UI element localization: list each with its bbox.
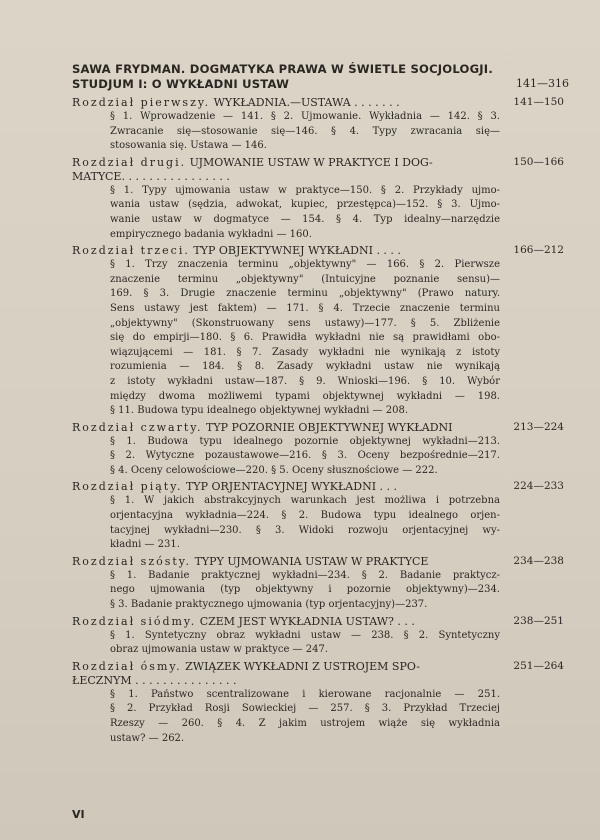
section-line: Rzeszy — 260. § 4. Z jakim ustrojem wiąże się wykładnia	[110, 718, 500, 729]
section-line: się do empirji—180. § 6. Prawidła wykładni nie są prawidłami obo-	[110, 332, 500, 344]
chapter-page-range: 251—264	[513, 659, 564, 672]
section-line: wanie ustaw w dogmatyce — 154. § 4. Typ idealny—narzędzie	[110, 213, 500, 225]
chapter-sections	[110, 629, 500, 658]
section-line: Zwracanie się—stosowanie się—146. § 4. Typy zwracania się—	[110, 125, 500, 137]
section-line: obraz ujmowania ustaw w praktyce — 247.	[110, 644, 328, 656]
section-line: § 1. Typy ujmowania ustaw w praktyce—150. § 2. Przykłady ujmo-	[110, 184, 500, 196]
header-line-2: STUDJUM I: O WYKŁADNI USTAW	[72, 77, 290, 91]
toc-chapter	[72, 244, 572, 419]
toc-chapter	[72, 421, 572, 479]
chapter-title-line: ZWIĄZEK WYKŁADNI Z USTROJEM SPO-	[185, 659, 420, 673]
section-line: między dwoma możliwemi typami objektywnej wykładni — 198.	[110, 390, 500, 402]
section-line: stosowania się. Ustawa — 146.	[110, 140, 267, 152]
section-line: § 1. Wprowadzenie — 141. § 2. Ujmowanie. Wykładnia — 142. § 3.	[110, 111, 500, 122]
section-line: § 11. Budowa typu idealnego objektywnej wykładni — 208.	[110, 405, 408, 417]
section-line: § 2. Przykład Rosji Sowieckiej — 257. § 3. Przykład Trzeciej	[110, 703, 500, 715]
section-line: wiązującemi — 181. § 7. Zasady wykładni nie wynikają z istoty	[110, 346, 500, 358]
chapter-title-line: TYPY UJMOWANIA USTAW W PRAKTYCE	[194, 554, 429, 568]
header-page-range: 141—316	[516, 77, 569, 90]
chapter-page-range: 224—233	[513, 480, 564, 493]
section-line: ustaw? — 262.	[110, 732, 185, 744]
section-line: § 1. Trzy znaczenia terminu „objektywny" — 166. § 2. Pierwsze	[110, 259, 500, 271]
toc-chapter	[72, 156, 572, 242]
chapter-sections	[110, 569, 500, 613]
chapter-label: Rozdział trzeci.	[72, 244, 190, 258]
section-line: tacyjnej wykładni—230. § 3. Widoki rozwoju orjentacyjnej wy-	[110, 524, 500, 536]
chapter-label: Rozdział siódmy.	[72, 614, 197, 628]
section-line: empirycznego badania wykładni — 160.	[110, 228, 312, 240]
chapter-page-range: 234—238	[513, 554, 564, 567]
chapter-title-line: WYKŁADNIA.—USTAWA . . . . . . .	[213, 96, 400, 109]
section-line: § 1. Badanie praktycznej wykładni—234. § 2. Badanie praktycz-	[110, 569, 500, 581]
chapter-title	[72, 555, 492, 569]
toc-chapter	[72, 615, 572, 658]
toc-chapter	[72, 480, 572, 552]
section-line: § 3. Badanie praktycznego ujmowania (typ orjentacyjny)—237.	[110, 599, 428, 611]
chapter-label: Rozdział czwarty.	[72, 420, 203, 434]
chapter-sections	[110, 184, 500, 242]
chapter-title-line: ŁECZNYM . . . . . . . . . . . . . . .	[72, 673, 237, 687]
toc-chapter	[72, 96, 572, 154]
chapter-title-line: UJMOWANIE USTAW W PRAKTYCE I DOG-	[189, 155, 433, 169]
chapter-sections	[110, 110, 500, 154]
table-of-contents	[72, 96, 572, 748]
section-line: § 2. Wytyczne pozaustawowe—216. § 3. Oceny bezpośrednie—217.	[110, 450, 500, 462]
chapter-page-range: 238—251	[513, 614, 564, 627]
chapter-sections	[110, 688, 500, 746]
chapter-sections	[110, 258, 500, 419]
section-line: nego ujmowania (typ objektywny i pozornie objektywny)—234.	[110, 584, 500, 596]
chapter-title	[72, 615, 492, 629]
section-line: wania ustaw (sędzia, adwokat, kupiec, przestępca)—152. § 3. Ujmo-	[110, 199, 500, 211]
section-line: 169. § 3. Drugie znaczenie terminu „objektywny" (Prawo natury.	[110, 288, 500, 300]
chapter-label: Rozdział ósmy.	[72, 659, 182, 673]
chapter-page-range: 213—224	[513, 420, 564, 433]
section-line: „objektywny" (Skonstruowany sens ustawy)—177. § 5. Zbliżenie	[110, 317, 500, 329]
chapter-title	[72, 96, 492, 110]
chapter-title	[72, 480, 492, 494]
section-line: § 1. Państwo scentralizowane i kierowane racjonalnie — 251.	[110, 688, 500, 700]
section-line: orjentacyjna wykładnia—224. § 2. Budowa typu idealnego orjen-	[110, 510, 500, 522]
chapter-page-range: 150—166	[513, 155, 564, 168]
section-line: rozumienia — 184. § 8. Zasady wykładni ustaw nie wynikają	[110, 361, 500, 373]
chapter-title-line: TYP OBJEKTYWNEJ WYKŁADNI . . . .	[193, 244, 401, 258]
chapter-label: Rozdział pierwszy.	[72, 96, 211, 109]
chapter-label: Rozdział piąty.	[72, 480, 183, 494]
chapter-sections	[110, 494, 500, 552]
chapter-title-line: TYP POZORNIE OBJEKTYWNEJ WYKŁADNI	[206, 420, 453, 434]
chapter-title	[72, 244, 492, 258]
chapter-title-line: TYP ORJENTACYJNEJ WYKŁADNI . . .	[185, 480, 398, 494]
chapter-sections	[110, 435, 500, 479]
toc-chapter	[72, 660, 572, 746]
chapter-page-range: 141—150	[513, 96, 564, 108]
page-number: VI	[72, 808, 85, 821]
section-line: § 1. Syntetyczny obraz wykładni ustaw — 238. § 2. Syntetyczny	[110, 629, 500, 641]
section-line: Sens ustawy jest faktem) — 171. § 4. Trzecie znaczenie terminu	[110, 302, 500, 314]
chapter-title-line: CZEM JEST WYKŁADNIA USTAW? . . .	[199, 614, 415, 628]
section-line: znaczenie terminu „objektywny" (Intuicyjne poznanie sensu)—	[110, 273, 500, 285]
chapter-title	[72, 156, 492, 184]
chapter-title	[72, 660, 492, 688]
chapter-title-line: MATYCE. . . . . . . . . . . . . . . .	[72, 169, 230, 183]
chapter-title	[72, 421, 492, 435]
section-header	[72, 62, 512, 92]
section-line: z istoty wykładni ustaw—187. § 9. Wnioski—196. § 10. Wybór	[110, 375, 500, 387]
section-line: kładni — 231.	[110, 539, 180, 551]
chapter-label: Rozdział szósty.	[72, 554, 192, 568]
section-line: § 4. Oceny celowościowe—220. § 5. Oceny słusznościowe — 222.	[110, 464, 438, 476]
section-line: § 1. W jakich abstrakcyjnych warunkach jest możliwa i potrzebna	[110, 495, 500, 507]
chapter-label: Rozdział drugi.	[72, 155, 187, 169]
header-line-1: SAWA FRYDMAN. DOGMATYKA PRAWA W ŚWIETLE SOCJOLOGJI.	[72, 62, 493, 76]
section-line: § 1. Budowa typu idealnego pozornie objektywnej wykładni—213.	[110, 435, 500, 447]
toc-chapter	[72, 555, 572, 613]
chapter-page-range: 166—212	[513, 244, 564, 257]
